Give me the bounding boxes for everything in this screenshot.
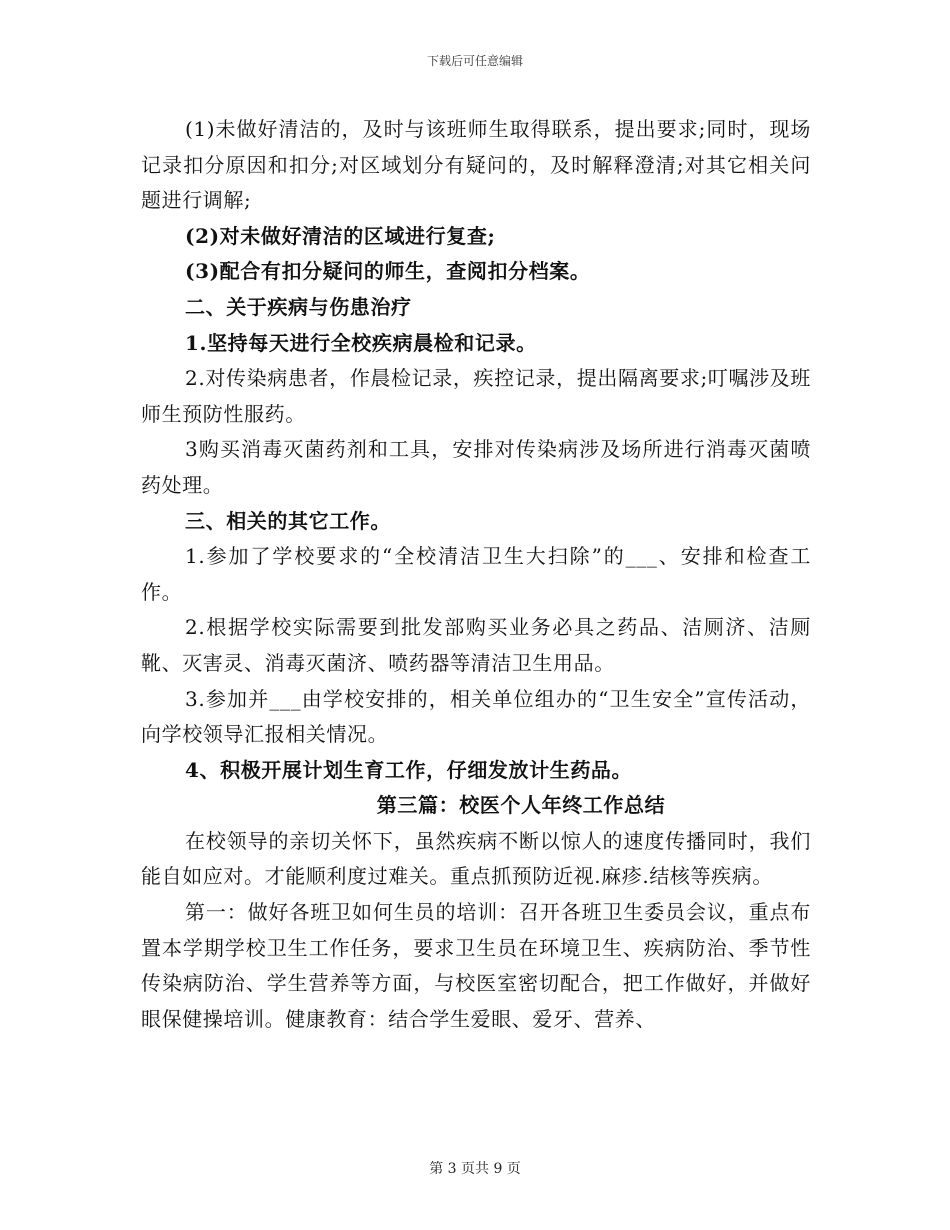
page-header-note: 下载后可任意编辑 (426, 54, 523, 68)
paragraph-disinfect: 3购买消毒灭菌药剂和工具，安排对传染病涉及场所进行消毒灭菌喷药处理。 (141, 437, 811, 497)
paragraph-training: 第一：做好各班卫如何生员的培训：召开各班卫生委员会议，重点布置本学期学校卫生工作任务，要求卫生员在环境卫生、疾病防治、季节性传染病防治、学生营养等方面，与校医室密切配合，把工作做好，并做好眼保健操培训。健康教育：结合学生爱眼、爱牙、营养、 (141, 900, 811, 1031)
paragraph-recheck: (2)对未做好清洁的区域进行复查; (185, 223, 496, 248)
paragraph-family-planning: 4、积极开展计划生育工作，仔细发放计生药品。 (185, 757, 633, 782)
paragraph-archive: (3)配合有扣分疑问的师生，查阅扣分档案。 (185, 259, 591, 284)
chapter-title: 第三篇：校医个人年终工作总结 (376, 793, 666, 818)
section-heading-disease: 二、关于疾病与伤患治疗 (185, 294, 412, 319)
document-body (141, 112, 811, 1037)
paragraph-intro: 在校领导的亲切关怀下，虽然疾病不断以惊人的速度传播同时，我们能自如应对。才能顺利度过难关。重点抓预防近视.麻疹.结核等疾病。 (141, 828, 811, 889)
paragraph-safety-campaign: 3.参加并___由学校安排的，相关单位组办的“卫生安全”宣传活动，向学校领导汇报相关情况。 (141, 686, 811, 747)
paragraph-supplies: 2.根据学校实际需要到批发部购买业务必具之药品、洁厕济、洁厕靴、灭害灵、消毒灭菌济、喷药器等清洁卫生用品。 (141, 615, 811, 675)
page-footer: 第 3 页共 9 页 (429, 1161, 521, 1177)
paragraph-cleaning-contact: (1)未做好清洁的，及时与该班师生取得联系，提出要求;同时，现场记录扣分原因和扣分;对区域划分有疑问的，及时解释澄清;对其它相关问题进行调解; (141, 117, 811, 213)
paragraph-infectious: 2.对传染病患者，作晨检记录，疾控记录，提出隔离要求;叮嘱涉及班师生预防性服药。 (141, 366, 811, 426)
paragraph-cleanup: 1.参加了学校要求的“全校清洁卫生大扫除”的___、安排和检查工作。 (141, 544, 811, 604)
paragraph-morning-check: 1.坚持每天进行全校疾病晨检和记录。 (185, 330, 537, 355)
section-heading-other: 三、相关的其它工作。 (185, 508, 391, 533)
